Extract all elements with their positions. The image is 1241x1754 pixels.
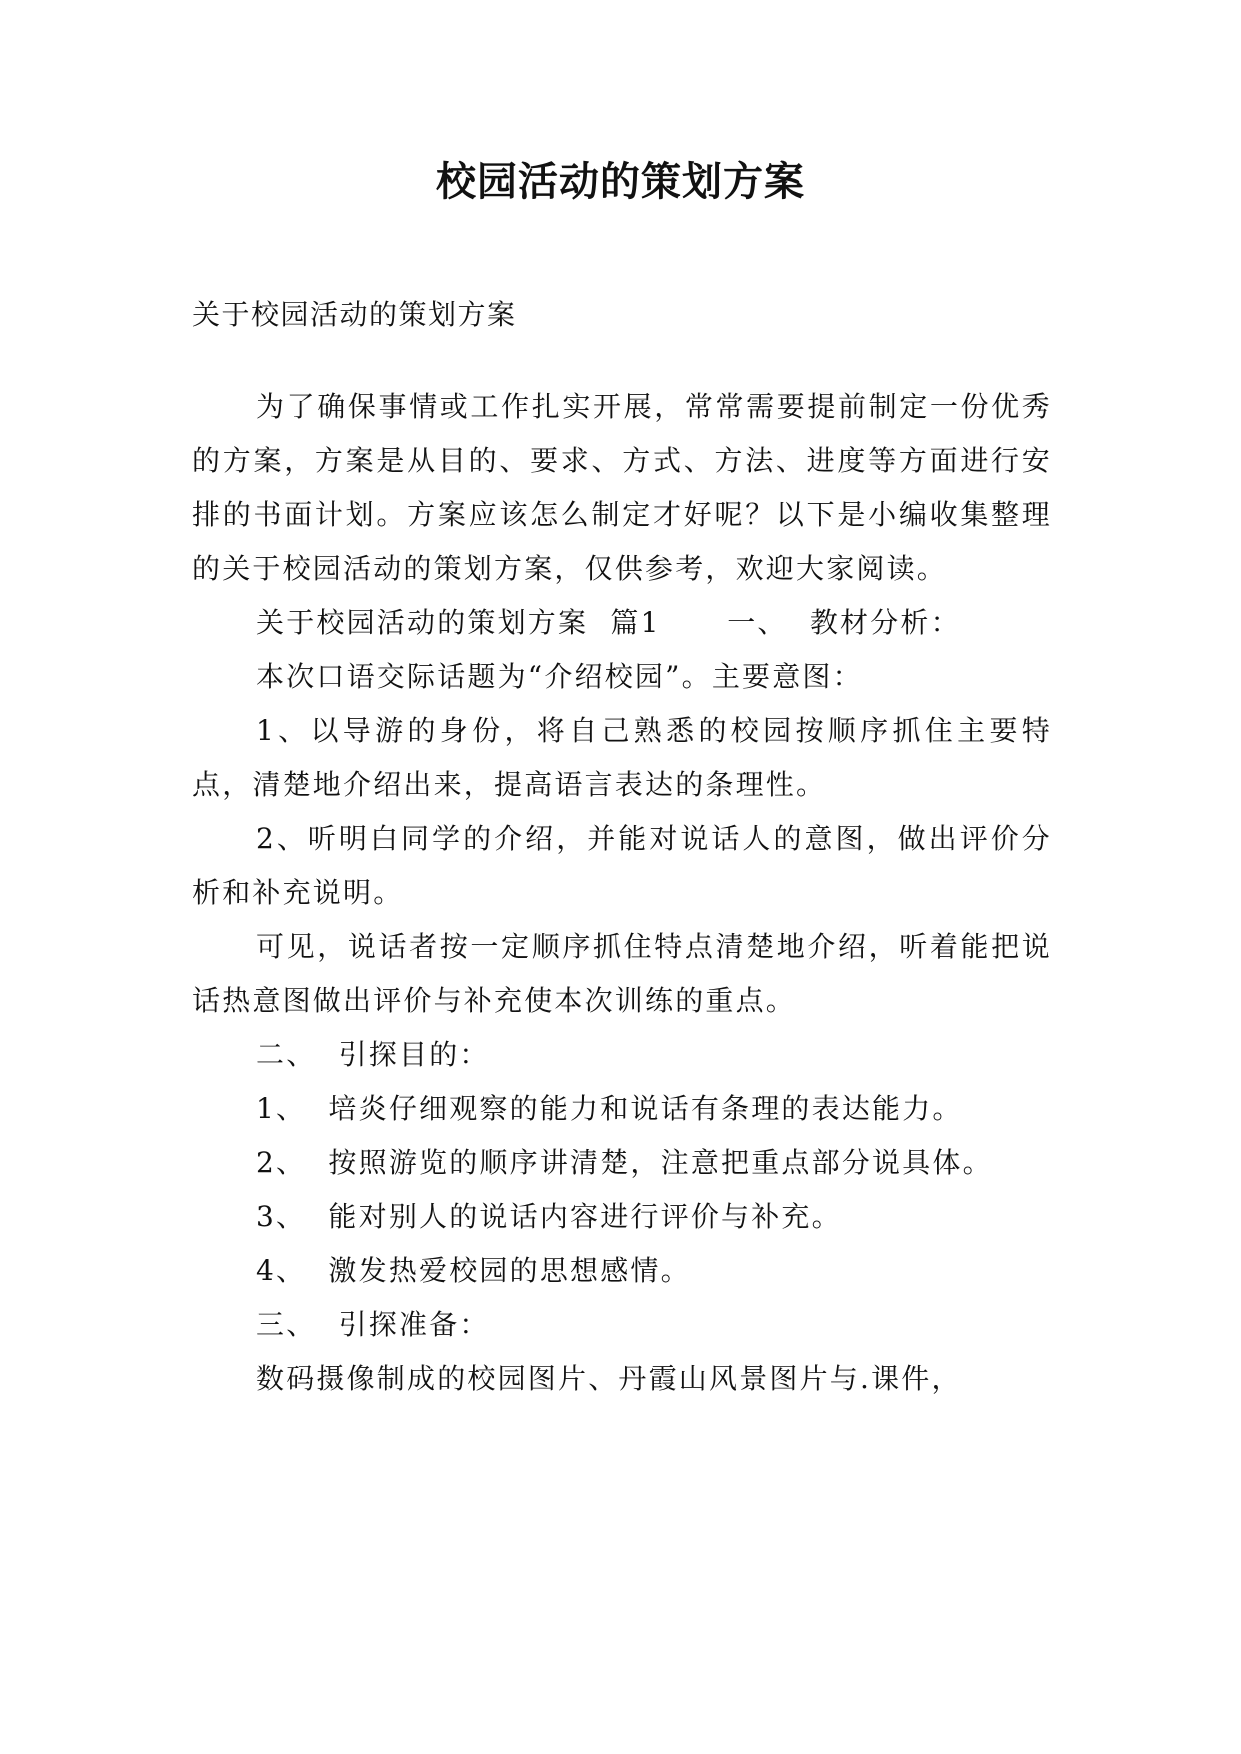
paragraph: 2、听明白同学的介绍，并能对说话人的意图，做出评价分析和补充说明。: [192, 822, 1052, 909]
list-item: 2、 按照游览的顺序讲清楚，注意把重点部分说具体。: [256, 1146, 993, 1179]
paragraph: 数码摄像制成的校园图片、丹霞山风景图片与.课件，: [256, 1362, 962, 1395]
paragraph: 可见，说话者按一定顺序抓住特点清楚地介绍，听着能把说话热意图做出评价与补充使本次训练的重点。: [192, 930, 1052, 1017]
intro-paragraph: 为了确保事情或工作扎实开展，常常需要提前制定一份优秀的方案，方案是从目的、要求、方式、方法、进度等方面进行安排的书面计划。方案应该怎么制定才好呢？以下是小编收集整理的关于校园活动的策划方案，仅供参考，欢迎大家阅读。: [192, 390, 1052, 585]
list-item: 4、 激发热爱校园的思想感情。: [256, 1254, 691, 1287]
document-body: [192, 288, 1052, 1406]
document-title: 校园活动的策划方案: [436, 159, 805, 205]
paragraph: 1、以导游的身份，将自己熟悉的校园按顺序抓住主要特点，清楚地介绍出来，提高语言表达的条理性。: [192, 714, 1052, 801]
section-heading-1: 关于校园活动的策划方案 篇1 一、 教材分析：: [256, 606, 961, 639]
document-subtitle: 关于校园活动的策划方案: [192, 298, 517, 331]
list-item: 1、 培炎仔细观察的能力和说话有条理的表达能力。: [256, 1092, 963, 1125]
paragraph: 本次口语交际话题为“介绍校园”。主要意图：: [256, 660, 863, 693]
spacer: [192, 342, 1052, 380]
list-item: 3、 能对别人的说话内容进行评价与补充。: [256, 1200, 842, 1233]
section-heading-3: 三、 引探准备：: [256, 1308, 490, 1341]
section-heading-2: 二、 引探目的：: [256, 1038, 490, 1071]
